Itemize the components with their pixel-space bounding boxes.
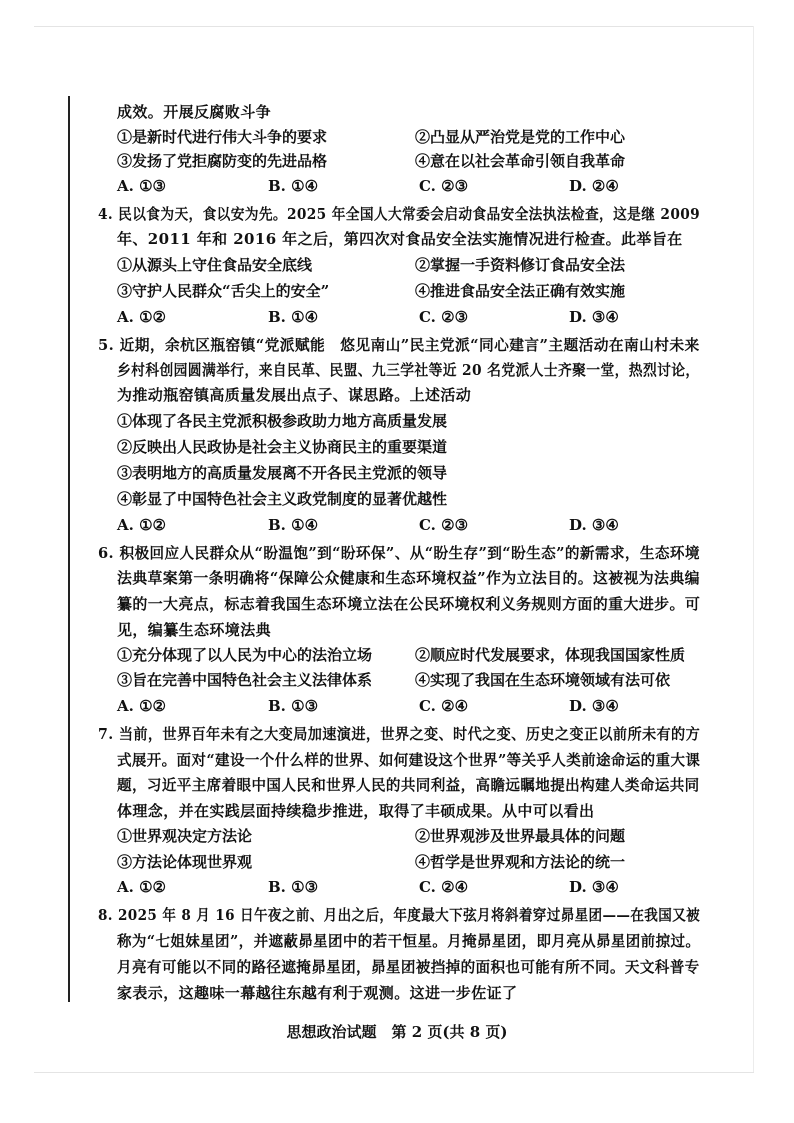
binding-margin-line <box>68 96 70 1002</box>
q4-statement-4: ④推进食品安全法正确有效实施 <box>415 282 626 300</box>
q3-statement-4: ④意在以社会革命引领自我革命 <box>415 152 626 170</box>
q3-statement-3: ③发扬了党拒腐防变的先进品格 <box>117 152 328 170</box>
scan-border <box>34 26 754 27</box>
q3-option-d: D. ②④ <box>569 177 619 195</box>
q3-option-c: C. ②③ <box>419 177 469 195</box>
q5-option-d: D. ③④ <box>569 516 619 534</box>
scan-border <box>753 26 754 1072</box>
q6-stem-line: 法典草案第一条明确将“保障公众健康和生态环境权益”作为立法目的。这被视为法典编 <box>117 569 700 587</box>
q5-option-c: C. ②③ <box>419 516 469 534</box>
q6-option-a: A. ①② <box>117 697 166 715</box>
q8-stem-line: 月亮有可能以不同的路径遮掩昴星团，昴星团被挡掉的面积也可能有所不同。天文科普专 <box>117 958 700 976</box>
q6-statement-2: ②顺应时代发展要求，体现我国国家性质 <box>415 646 686 664</box>
scan-border <box>34 1072 754 1073</box>
q5-stem-line: 乡村科创园圆满举行，来自民革、民盟、九三学社等近 20 名党派人士齐聚一堂，热烈讨论， <box>117 361 700 379</box>
q7-statement-4: ④哲学是世界观和方法论的统一 <box>415 853 626 871</box>
q7-option-d: D. ③④ <box>569 878 619 896</box>
q5-option-b: B. ①④ <box>268 516 319 534</box>
q5-statement-2: ②反映出人民政协是社会主义协商民主的重要渠道 <box>117 438 448 456</box>
q4-statement-2: ②掌握一手资料修订食品安全法 <box>415 256 626 274</box>
q8-stem-line: 8. 2025 年 8 月 16 日午夜之前、月出之后，年度最大下弦月将斜着穿过昴星团——在我国又被 <box>98 906 701 924</box>
q7-statement-3: ③方法论体现世界观 <box>117 853 253 871</box>
q4-option-d: D. ③④ <box>569 308 619 326</box>
q7-stem-line: 体理念，并在实践层面持续稳步推进，取得了丰硕成果。从中可以看出 <box>117 802 595 820</box>
q5-statement-4: ④彰显了中国特色社会主义政党制度的显著优越性 <box>117 490 448 508</box>
q6-statement-1: ①充分体现了以人民为中心的法治立场 <box>117 646 373 664</box>
q6-statement-4: ④实现了我国在生态环境领域有法可依 <box>415 671 671 689</box>
q6-option-c: C. ②④ <box>419 697 469 715</box>
q7-statement-2: ②世界观涉及世界最具体的问题 <box>415 827 626 845</box>
q8-stem-line: 家表示，这趣味一幕越往东越有利于观测。这进一步佐证了 <box>117 984 518 1002</box>
q6-stem-line: 6. 积极回应人民群众从“盼温饱”到“盼环保”、从“盼生存”到“盼生态”的新需求，生态环境 <box>98 544 700 562</box>
q4-stem-line: 4. 民以食为天，食以安为先。2025 年全国人大常委会启动食品安全法执法检查，这是继 2009 <box>98 205 701 223</box>
q3-option-b: B. ①④ <box>268 177 319 195</box>
q5-stem-line: 5. 近期，余杭区瓶窑镇“党派赋能 悠见南山”民主党派“同心建言”主题活动在南山村未来 <box>98 336 700 354</box>
q7-option-c: C. ②④ <box>419 878 469 896</box>
page-footer: 思想政治试题 第 2 页(共 8 页) <box>286 1023 508 1041</box>
q5-option-a: A. ①② <box>117 516 166 534</box>
q4-option-b: B. ①④ <box>268 308 319 326</box>
q7-stem-line: 题，习近平主席着眼中国人民和世界人民的共同利益，高瞻远瞩地提出构建人类命运共同 <box>117 776 700 794</box>
q6-stem-line: 纂的一大亮点，标志着我国生态环境立法在公民环境权利义务规则方面的重大进步。可 <box>117 595 701 613</box>
q3-statement-1: ①是新时代进行伟大斗争的要求 <box>117 128 328 146</box>
q5-stem-line: 为推动瓶窑镇高质量发展出点子、谋思路。上述活动 <box>117 386 472 404</box>
q6-option-d: D. ③④ <box>569 697 619 715</box>
q4-statement-1: ①从源头上守住食品安全底线 <box>117 256 313 274</box>
q4-option-a: A. ①② <box>117 308 166 326</box>
q6-option-b: B. ①③ <box>268 697 319 715</box>
q4-stem-line: 年、2011 年和 2016 年之后，第四次对食品安全法实施情况进行检查。此举旨在 <box>117 230 683 248</box>
q7-stem-line: 式展开。面对“建设一个什么样的世界、如何建设这个世界”等关乎人类前途命运的重大课 <box>117 751 701 769</box>
q7-option-a: A. ①② <box>117 878 166 896</box>
q3-text-line: 成效。开展反腐败斗争 <box>117 103 272 121</box>
q6-stem-line: 见，编纂生态环境法典 <box>117 621 272 639</box>
q6-statement-3: ③旨在完善中国特色社会主义法律体系 <box>117 671 373 689</box>
q3-statement-2: ②凸显从严治党是党的工作中心 <box>415 128 626 146</box>
q5-statement-1: ①体现了各民主党派积极参政助力地方高质量发展 <box>117 412 448 430</box>
q8-stem-line: 称为“七姐妹星团”，并遮蔽昴星团中的若干恒星。月掩昴星团，即月亮从昴星团前掠过。 <box>117 932 701 950</box>
q7-stem-line: 7. 当前，世界百年未有之大变局加速演进，世界之变、时代之变、历史之变正以前所未有的方 <box>98 725 701 743</box>
q3-option-a: A. ①③ <box>117 177 166 195</box>
q4-option-c: C. ②③ <box>419 308 469 326</box>
q4-statement-3: ③守护人民群众“舌尖上的安全” <box>117 282 330 300</box>
q7-statement-1: ①世界观决定方法论 <box>117 827 253 845</box>
q5-statement-3: ③表明地方的高质量发展离不开各民主党派的领导 <box>117 464 448 482</box>
q7-option-b: B. ①③ <box>268 878 319 896</box>
